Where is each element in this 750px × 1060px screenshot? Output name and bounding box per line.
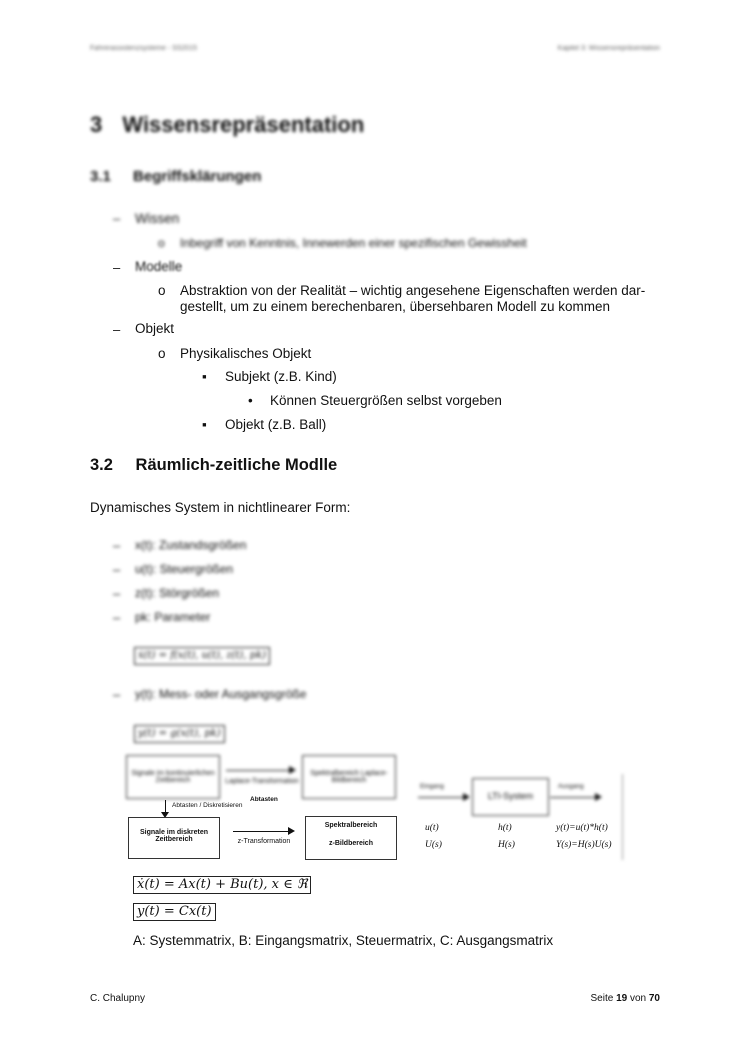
- bullet-circle: o: [158, 236, 165, 250]
- list-item: pk: Parameter: [135, 610, 211, 624]
- list-item: Inbegriff von Kenntnis, Innewerden einer spezifischen Gewissheit: [180, 236, 527, 250]
- section-number: 3.2: [90, 456, 113, 474]
- bullet-dash: –: [113, 610, 121, 625]
- bullet-circle: o: [158, 283, 166, 298]
- arrow-z-transform: [233, 831, 293, 832]
- list-item: Physikalisches Objekt: [180, 346, 312, 361]
- arrow-label-abtasten: Abtasten: [250, 796, 278, 803]
- equation-output-linear: y(t) = Cx(t): [133, 903, 216, 921]
- matrix-description: A: Systemmatrix, B: Eingangsmatrix, Steuermatrix, C: Ausgangsmatrix: [133, 933, 554, 948]
- arrow-down-label: Abtasten / Diskretisieren: [172, 802, 243, 809]
- list-item: u(t): Steuergrößen: [135, 562, 234, 576]
- page-current: 19: [616, 993, 628, 1004]
- bullet-dash: –: [113, 562, 121, 577]
- page-prefix: Seite: [590, 993, 617, 1004]
- bullet-square: ▪: [202, 417, 207, 432]
- list-item: Objekt: [135, 321, 175, 336]
- bullet-dash: –: [113, 687, 121, 702]
- bullet-circle: o: [158, 346, 166, 361]
- chapter-number: 3: [90, 112, 103, 137]
- list-item: Objekt (z.B. Ball): [225, 417, 327, 432]
- lti-cell: H(s): [498, 840, 515, 850]
- equation-state-nonlinear: ẋ(t) = f(x(t), u(t), z(t), pk): [134, 647, 270, 665]
- list-item: Wissen: [135, 211, 180, 226]
- box-label: Signale im diskreten: [139, 829, 209, 836]
- arrow-label: Laplace-Transformation: [225, 778, 299, 785]
- box-label: Spektralbereich Laplace-Bildbereich: [310, 770, 388, 784]
- lti-box: [472, 778, 549, 816]
- box-label: z-Bildbereich: [329, 840, 373, 847]
- list-item: Können Steuergrößen selbst vorgeben: [270, 393, 502, 408]
- bullet-dash: –: [113, 586, 121, 601]
- box-label: Zeitbereich: [155, 836, 193, 843]
- lti-cell: h(t): [498, 823, 512, 833]
- section-3-2-heading: [90, 456, 337, 475]
- bullet-dash: –: [113, 322, 121, 337]
- running-header-right: Kapitel 3: Wissensrepräsentation: [557, 45, 660, 52]
- bullet-square: ▪: [202, 369, 207, 384]
- list-item: Abstraktion von der Realität – wichtig angesehene Eigenschaften werden dar-: [180, 283, 646, 298]
- page-mid: von: [627, 993, 649, 1004]
- divider-line: [622, 774, 623, 860]
- arrow-laplace: [226, 770, 294, 771]
- lti-cell: u(t): [425, 823, 439, 833]
- arrow-output: [550, 797, 600, 798]
- list-item: Subjekt (z.B. Kind): [225, 369, 337, 384]
- footer-page-number: [590, 993, 660, 1004]
- intro-text: Dynamisches System in nichtlinearer Form:: [90, 500, 351, 515]
- equation-output-nonlinear: y(t) = g(x(t), pk): [134, 725, 225, 743]
- chapter-title: Wissensrepräsentation: [122, 112, 365, 137]
- lti-cell: y(t)=u(t)*h(t): [556, 823, 608, 833]
- input-label: Eingang: [420, 783, 444, 790]
- lti-box-label: LTI-System: [487, 791, 534, 801]
- chapter-heading: [90, 112, 364, 138]
- list-item: x(t): Zustandsgrößen: [135, 538, 247, 552]
- running-header-left: Fahrerassistenzsysteme - SS2015: [90, 45, 197, 52]
- page-total: 70: [648, 993, 660, 1004]
- section-title: Räumlich-zeitliche Modlle: [135, 456, 338, 474]
- lti-cell: Y(s)=H(s)U(s): [556, 840, 612, 850]
- box-laplace-domain: [302, 755, 396, 799]
- box-discrete-time: [128, 817, 220, 859]
- bullet-dash: –: [113, 538, 121, 553]
- section-number: 3.1: [90, 168, 111, 185]
- list-item: y(t): Mess- oder Ausgangsgröße: [135, 687, 307, 701]
- section-title: Begriffsklärungen: [133, 168, 262, 185]
- footer-author: C. Chalupny: [90, 993, 146, 1004]
- bullet-dash: –: [113, 260, 121, 275]
- section-3-1-heading: [90, 168, 261, 185]
- box-continuous-time: [126, 755, 220, 799]
- list-item-continued: gestellt, um zu einem berechenbaren, übersehbaren Modell zu kommen: [180, 299, 610, 314]
- bullet-dash: –: [113, 211, 121, 226]
- arrow-label: z-Transformation: [237, 838, 291, 845]
- list-item: Modelle: [135, 259, 183, 274]
- box-label: Signale im kontinuierlichen Zeitbereich: [131, 770, 215, 784]
- lti-cell: U(s): [425, 840, 442, 850]
- bullet-dot: •: [248, 393, 253, 408]
- box-z-domain: [305, 816, 397, 860]
- list-item: z(t): Störgrößen: [135, 586, 220, 600]
- arrow-input: [418, 797, 468, 798]
- box-label: Spektralbereich: [324, 822, 378, 829]
- equation-state-linear: ẋ(t) = Ax(t) + Bu(t), x ∈ ℜ: [133, 876, 311, 894]
- output-label: Ausgang: [558, 783, 584, 790]
